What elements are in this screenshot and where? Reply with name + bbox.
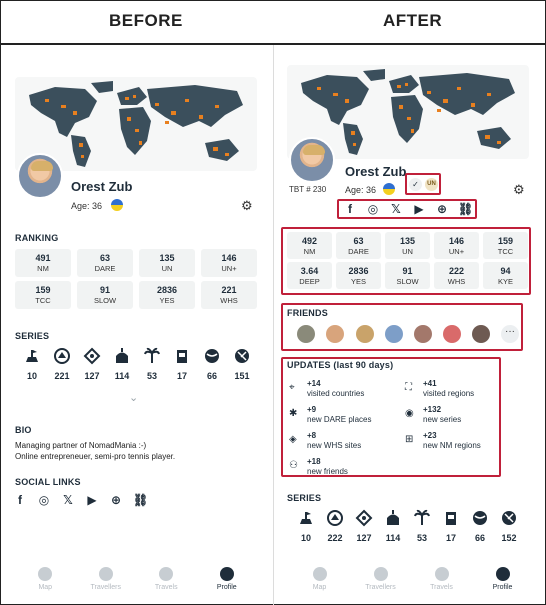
series-count: 127 (84, 371, 100, 381)
nav-label: Travellers (365, 584, 396, 591)
update-value: +8 (307, 431, 317, 440)
bio-line-1: Managing partner of NomadMania :-) (15, 441, 147, 450)
ranking-cell[interactable] (483, 232, 528, 259)
ranking-label: UN (402, 247, 413, 256)
series-count: 53 (146, 371, 157, 381)
ranking-label: UN (161, 264, 173, 273)
nav-label: Travellers (90, 584, 121, 591)
nav-item-travellers[interactable] (357, 567, 405, 591)
social-links-title: SOCIAL LINKS (15, 477, 81, 487)
travellers-icon (374, 567, 388, 581)
series-count: 10 (26, 371, 37, 381)
ranking-value: 3.64 (300, 266, 319, 276)
ranking-cell[interactable] (15, 281, 71, 309)
x-icon[interactable]: 𝕏 (391, 202, 401, 216)
ranking-value: 146 (221, 253, 237, 263)
kiosk-icon[interactable] (173, 347, 191, 365)
after-screen (281, 51, 541, 601)
sandcastle-icon[interactable] (23, 347, 41, 365)
bottom-nav (7, 561, 265, 601)
ranking-cell[interactable] (77, 281, 133, 309)
series-count: 221 (54, 371, 70, 381)
mosque-icon[interactable] (113, 347, 131, 365)
update-label: visited countries (307, 389, 365, 398)
nav-item-profile[interactable] (203, 567, 251, 591)
ranking-cell[interactable] (434, 232, 479, 259)
series-title: SERIES (287, 493, 322, 503)
nav-item-travellers[interactable] (82, 567, 130, 591)
ranking-label: UN+ (221, 264, 237, 273)
ranking-label: WHS (220, 296, 238, 305)
ranking-title: RANKING (15, 233, 59, 243)
ranking-value: 222 (448, 266, 465, 276)
profile-icon (496, 567, 510, 581)
website-icon[interactable]: ⊕ (110, 493, 122, 507)
ranking-value: 91 (99, 285, 110, 295)
nav-item-travels[interactable] (142, 567, 190, 591)
instagram-icon[interactable]: ◎ (38, 493, 50, 507)
update-label: new friends (307, 467, 348, 476)
ukraine-flag-icon (111, 199, 123, 211)
ranking-value: 221 (221, 285, 237, 295)
map-pin-icon (38, 567, 52, 581)
nav-item-travels[interactable] (418, 567, 466, 591)
link-icon[interactable]: ⛓ (458, 202, 474, 216)
people-icon: ⚇ (289, 460, 298, 471)
update-label: new NM regions (423, 441, 481, 450)
map-plus-icon: ⊞ (405, 434, 414, 445)
series-count: 66 (206, 371, 217, 381)
series-count: 66 (474, 533, 485, 543)
after-title: AFTER (383, 11, 443, 30)
x-icon[interactable]: 𝕏 (63, 493, 73, 507)
nav-label: Profile (492, 584, 513, 591)
whs-icon[interactable] (326, 509, 344, 527)
palm-icon[interactable] (143, 347, 161, 365)
ranking-label: NM (303, 247, 316, 256)
ranking-label: DARE (348, 247, 369, 256)
ranking-label: SLOW (93, 296, 117, 305)
globe-icon (159, 567, 173, 581)
series-count: 10 (300, 533, 311, 543)
nav-item-map[interactable] (21, 567, 69, 591)
ranking-label: SLOW (396, 277, 419, 286)
gear-icon[interactable]: ⚙ (513, 182, 525, 197)
nav-label: Map (312, 584, 327, 591)
youtube-icon[interactable]: ▶ (414, 202, 424, 216)
bio-title: BIO (15, 425, 32, 435)
bottom-nav (281, 561, 541, 601)
friend-avatar[interactable] (472, 325, 490, 343)
ranking-value: 2836 (348, 266, 369, 276)
un-badge-icon[interactable]: UN (425, 178, 438, 191)
ranking-value: 135 (399, 236, 416, 246)
ranking-value: 146 (448, 236, 465, 246)
update-value: +18 (307, 457, 321, 466)
ranking-cell[interactable] (139, 249, 195, 277)
ukraine-flag-icon (383, 183, 395, 195)
comparison-header (1, 1, 545, 45)
series-count: 114 (114, 371, 130, 381)
nav-label: Map (38, 584, 53, 591)
profile-name: Orest Zub (345, 164, 407, 179)
ranking-cell[interactable] (385, 232, 430, 259)
ranking-cell[interactable] (287, 262, 332, 289)
sandcastle-icon[interactable] (297, 509, 315, 527)
ranking-label: DARE (94, 264, 116, 273)
globe-icon[interactable] (203, 347, 221, 365)
friend-avatar[interactable] (356, 325, 374, 343)
map-pin-icon: ⌖ (289, 382, 295, 393)
compass-icon: ✱ (289, 408, 298, 419)
friend-avatar[interactable] (297, 325, 315, 343)
series-count: 17 (445, 533, 456, 543)
ranking-label: NM (37, 264, 49, 273)
series-count: 17 (176, 371, 187, 381)
ranking-value: 492 (301, 236, 318, 246)
series-count: 114 (385, 533, 401, 543)
profile-age: Age: 36 (345, 185, 377, 195)
dare-icon[interactable] (83, 347, 101, 365)
ranking-cell[interactable] (287, 232, 332, 259)
ranking-value: 491 (35, 253, 51, 263)
ranking-value: 94 (500, 266, 511, 276)
updates-title: UPDATES (last 90 days) (287, 360, 394, 370)
series-count: 53 (416, 533, 427, 543)
update-label: new DARE places (307, 415, 372, 424)
friends-title: FRIENDS (287, 308, 328, 318)
friend-avatar[interactable] (385, 325, 403, 343)
ranking-value: 63 (353, 236, 364, 246)
avatar[interactable] (17, 153, 63, 199)
globe-alt-icon[interactable] (233, 347, 251, 365)
update-value: +41 (423, 379, 437, 388)
ranking-value: 159 (35, 285, 51, 295)
ranking-cell[interactable] (434, 262, 479, 289)
friend-avatar[interactable] (414, 325, 432, 343)
ranking-value: 91 (402, 266, 413, 276)
instagram-icon[interactable]: ◎ (367, 202, 379, 216)
nav-label: Travels (154, 584, 178, 591)
ranking-cell[interactable] (483, 262, 528, 289)
whs-icon: ◈ (289, 434, 297, 445)
verified-badge-icon[interactable]: ✓ (409, 178, 422, 191)
gear-icon[interactable]: ⚙ (241, 198, 253, 213)
ranking-value: 63 (99, 253, 110, 263)
social-highlight (337, 199, 477, 219)
profile-icon (220, 567, 234, 581)
ranking-cell[interactable] (336, 232, 381, 259)
more-friends-button[interactable]: ··· (501, 325, 519, 343)
before-screen (7, 51, 265, 601)
series-count: 127 (356, 533, 372, 543)
ranking-cell[interactable] (201, 249, 257, 277)
ranking-label: TCC (35, 296, 51, 305)
website-icon[interactable]: ⊕ (436, 202, 448, 216)
series-title: SERIES (15, 331, 50, 341)
nav-item-profile[interactable] (479, 567, 527, 591)
travellers-icon (99, 567, 113, 581)
update-value: +9 (307, 405, 317, 414)
column-divider (273, 45, 274, 605)
ranking-label: UN+ (448, 247, 465, 256)
ranking-label: KYE (497, 277, 513, 286)
profile-name: Orest Zub (71, 179, 133, 194)
ranking-value: 159 (497, 236, 514, 246)
kiosk-icon[interactable] (442, 509, 460, 527)
series-count: 222 (327, 533, 343, 543)
ranking-label: YES (350, 277, 366, 286)
ranking-label: WHS (447, 277, 466, 286)
ranking-cell[interactable] (77, 249, 133, 277)
update-value: +14 (307, 379, 321, 388)
nav-label: Profile (216, 584, 237, 591)
ranking-label: YES (159, 296, 175, 305)
chevron-down-icon[interactable]: ⌄ (129, 392, 139, 404)
ranking-value: 135 (159, 253, 175, 263)
before-title: BEFORE (109, 11, 183, 30)
update-label: new WHS sites (307, 441, 362, 450)
ranking-cell[interactable] (385, 262, 430, 289)
dare-icon[interactable] (355, 509, 373, 527)
palm-icon[interactable] (413, 509, 431, 527)
update-value: +23 (423, 431, 437, 440)
update-label: new series (423, 415, 462, 424)
map-icon: ⛶ (405, 382, 412, 393)
globe-alt-icon[interactable] (500, 509, 518, 527)
whs-icon[interactable] (53, 347, 71, 365)
tbt-rank: TBT # 230 (289, 185, 327, 194)
globe-icon[interactable] (471, 509, 489, 527)
friend-avatar[interactable] (443, 325, 461, 343)
profile-age: Age: 36 (71, 201, 103, 211)
nav-item-map[interactable] (296, 567, 344, 591)
avatar[interactable] (289, 137, 335, 183)
ranking-label: DEEP (299, 277, 320, 286)
ranking-value: 2836 (156, 285, 178, 295)
update-label: visited regions (423, 389, 475, 398)
ranking-cell[interactable] (139, 281, 195, 309)
youtube-icon[interactable]: ▶ (87, 493, 97, 507)
update-value: +132 (423, 405, 442, 414)
friend-avatar[interactable] (326, 325, 344, 343)
ranking-label: TCC (497, 247, 514, 256)
ranking-cell[interactable] (201, 281, 257, 309)
location-icon: ◉ (405, 408, 414, 419)
bio-line-2: Online entrepreneuer, semi-pro tennis player. (15, 452, 176, 461)
globe-icon (435, 567, 449, 581)
link-icon[interactable]: ⛓ (133, 493, 149, 507)
map-pin-icon (313, 567, 327, 581)
mosque-icon[interactable] (384, 509, 402, 527)
series-count: 151 (234, 371, 250, 381)
nav-label: Travels (430, 584, 453, 591)
facebook-icon[interactable]: f (348, 202, 352, 216)
ranking-cell[interactable] (15, 249, 71, 277)
ranking-cell[interactable] (336, 262, 381, 289)
series-count: 152 (501, 533, 517, 543)
facebook-icon[interactable]: f (18, 493, 22, 507)
